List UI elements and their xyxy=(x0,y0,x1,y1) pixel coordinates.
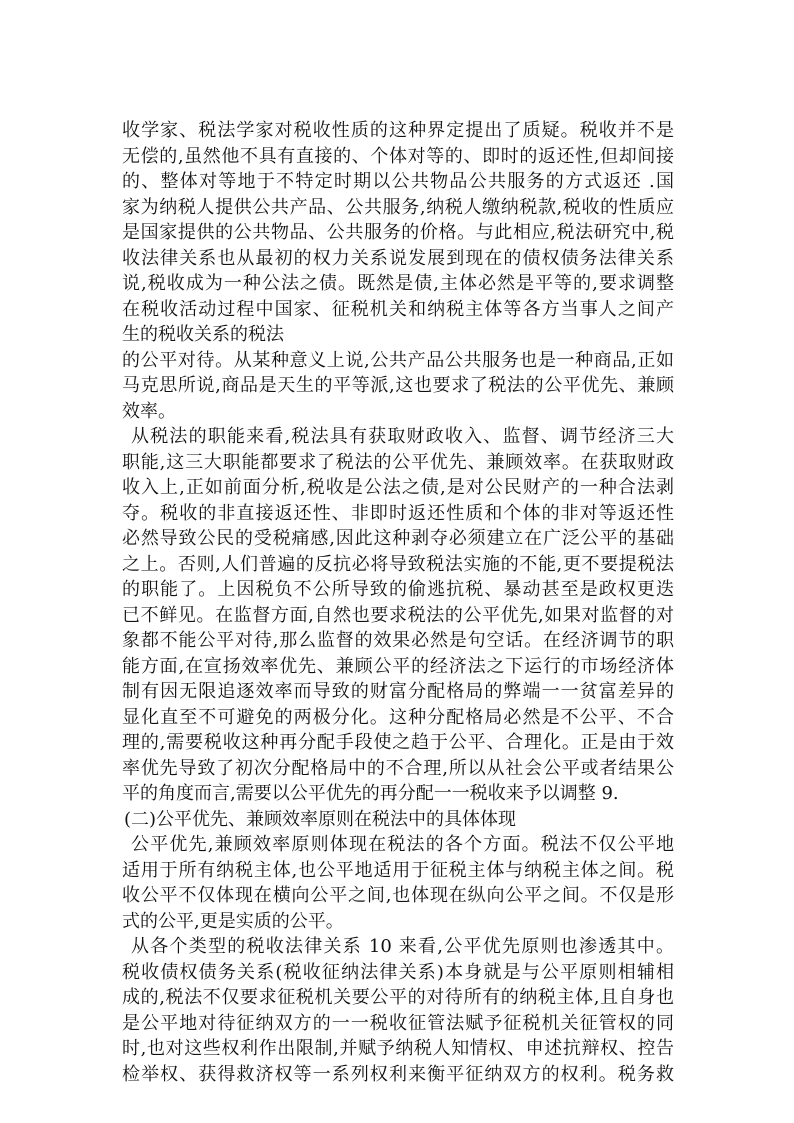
text-line: 检举权、获得救济权等一系列权利来衡平征纳双方的权利。税务救 xyxy=(122,1063,674,1085)
text-line: 收法律关系也从最初的权力关系说发展到现在的债权债务法律关系 xyxy=(122,247,674,269)
text-line: 之上。否则,人们普遍的反抗必将导致税法实施的不能,更不要提税法 xyxy=(122,553,674,575)
text-line: 收学家、税法学家对税收性质的这种界定提出了质疑。税收并不是 xyxy=(122,120,674,141)
text-line: 时,也对这些权利作出限制,并赋予纳税人知情权、申述抗辩权、控告 xyxy=(122,1038,674,1059)
document-page xyxy=(122,118,674,1087)
section-heading: (二)公平优先、兼顾效率原则在税法中的具体体现 xyxy=(124,808,517,830)
text-line: 效率。 xyxy=(122,400,176,422)
text-line: 马克思所说,商品是天生的平等派,这也要求了税法的公平优先、兼顾 xyxy=(122,375,674,396)
text-line: 在税收活动过程中国家、征税机关和纳税主体等各方当事人之间产 xyxy=(122,298,674,320)
text-line: 制有因无限追逐效率而导致的财富分配格局的弊端一一贫富差异的 xyxy=(122,681,674,702)
text-line: 从各个类型的税收法律关系 10 来看,公平优先原则也渗透其中。 xyxy=(131,936,674,957)
text-line: 是公平地对待征纳双方的一一税收征管法赋予征税机关征管权的同 xyxy=(122,1012,674,1034)
text-line: 的公平对待。从某种意义上说,公共产品公共服务也是一种商品,正如 xyxy=(122,349,674,371)
text-line: 的、整体对等地于不特定时期以公共物品公共服务的方式返还 .国 xyxy=(122,171,674,192)
text-line: 的职能了。上因税负不公所导致的偷逃抗税、暴动甚至是政权更迭 xyxy=(122,579,674,600)
text-line: 率优先导致了初次分配格局中的不合理,所以从社会公平或者结果公 xyxy=(122,757,674,779)
text-line: 理的,需要税收这种再分配手段使之趋于公平、合理化。正是由于效 xyxy=(122,732,674,753)
text-line: 式的公平,更是实质的公平。 xyxy=(122,910,344,932)
text-line: 夺。税收的非直接返还性、非即时返还性质和个体的非对等返还性 xyxy=(122,502,674,524)
text-line: 是国家提供的公共物品、公共服务的价格。与此相应,税法研究中,税 xyxy=(122,222,674,243)
text-line: 能方面,在宣扬效率优先、兼顾公平的经济法之下运行的市场经济体 xyxy=(122,655,674,677)
text-line: 平的角度而言,需要以公平优先的再分配一一税收来予以调整 9. xyxy=(122,783,619,804)
text-line: 职能,这三大职能都要求了税法的公平优先、兼顾效率。在获取财政 xyxy=(122,451,674,473)
text-line: 生的税收关系的税法 xyxy=(122,324,284,345)
text-line: 家为纳税人提供公共产品、公共服务,纳税人缴纳税款,税收的性质应 xyxy=(122,196,674,218)
text-line: 税收债权债务关系(税收征纳法律关系)本身就是与公平原则相辅相 xyxy=(122,961,674,983)
text-line: 显化直至不可避免的两极分化。这种分配格局必然是不公平、不合 xyxy=(122,706,674,728)
text-line: 成的,税法不仅要求征税机关要公平的对待所有的纳税主体,且自身也 xyxy=(122,987,674,1008)
text-line: 已不鲜见。在监督方面,自然也要求税法的公平优先,如果对监督的对 xyxy=(122,604,674,626)
text-line: 收公平不仅体现在横向公平之间,也体现在纵向公平之间。不仅是形 xyxy=(122,885,674,906)
text-line: 从税法的职能来看,税法具有获取财政收入、监督、调节经济三大 xyxy=(131,426,674,447)
text-line: 适用于所有纳税主体,也公平地适用于征税主体与纳税主体之间。税 xyxy=(122,859,674,881)
text-line: 收入上,正如前面分析,税收是公法之债,是对公民财产的一种合法剥 xyxy=(122,477,674,498)
text-line: 象都不能公平对待,那么监督的效果必然是句空话。在经济调节的职 xyxy=(122,630,674,651)
text-line: 必然导致公民的受税痛感,因此这种剥夺必须建立在广泛公平的基础 xyxy=(122,528,674,549)
text-line: 公平优先,兼顾效率原则体现在税法的各个方面。税法不仅公平地 xyxy=(131,834,674,855)
text-line: 无偿的,虽然他不具有直接的、个体对等的、即时的返还性,但却间接 xyxy=(122,145,674,167)
text-line: 说,税收成为一种公法之债。既然是债,主体必然是平等的,要求调整 xyxy=(122,273,674,294)
